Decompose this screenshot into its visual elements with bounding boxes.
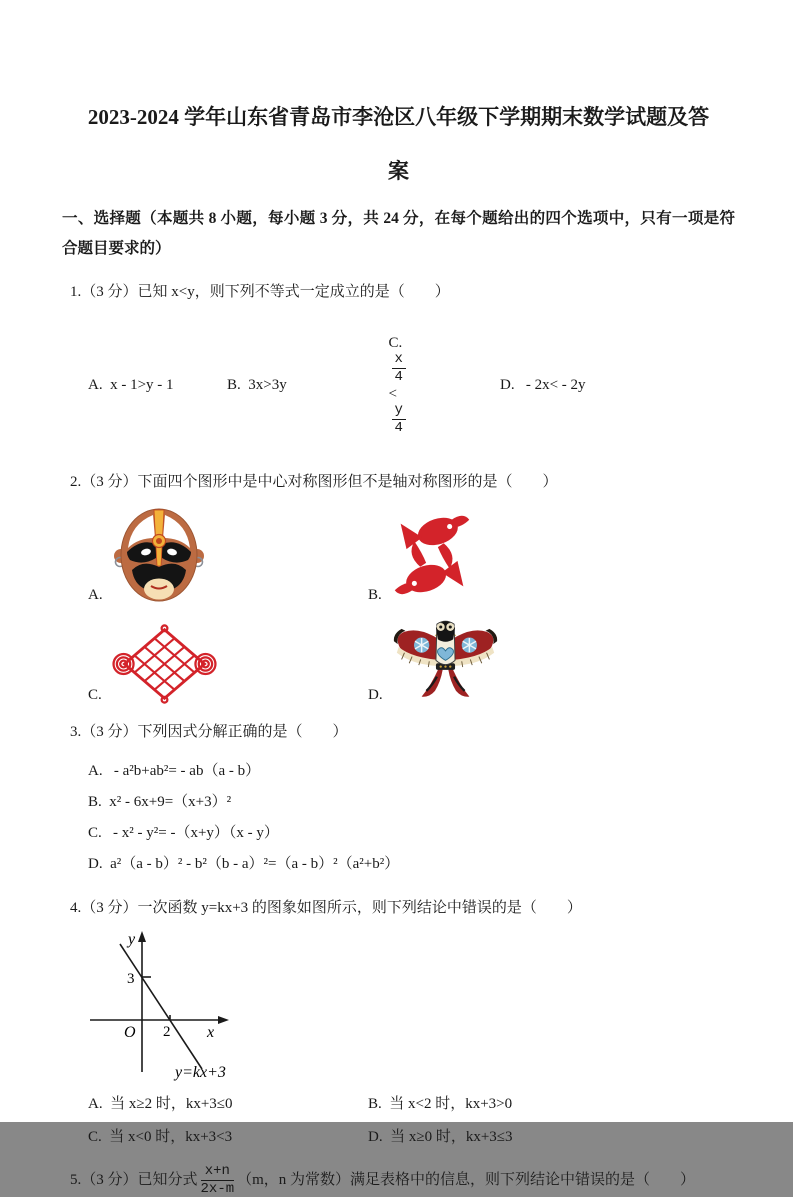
q2-figure-b xyxy=(368,506,472,604)
q5-stem-prefix: 5.（3 分）已知分式 xyxy=(70,1172,198,1189)
title-line-2: 案 xyxy=(388,159,409,183)
graph-y-intercept-label: 3 xyxy=(127,970,135,987)
question-2-stem: 2.（3 分）下面四个图形中是中心对称图形但不是轴对称图形的是（ ） xyxy=(70,473,558,490)
q5-fraction: $\frac{x+n}{2x-m}$ xyxy=(200,1162,235,1197)
page-title xyxy=(62,90,735,198)
question-4-graph xyxy=(82,930,735,1080)
question-4-options-row-1 xyxy=(88,1092,735,1113)
question-4-stem: 4.（3 分）一次函数 y=kx+3 的图象如图所示，则下列结论中错误的是（ ） xyxy=(70,899,582,916)
question-3-options xyxy=(88,756,735,880)
q2-figure-b-label: B. xyxy=(368,586,382,603)
graph-x-intercept-label: 2 xyxy=(163,1023,171,1040)
q1-option-c-relation: < xyxy=(388,385,397,402)
q1-option-c-label: C. xyxy=(388,335,403,351)
chinese-knot-image xyxy=(112,624,217,704)
swallow-bird-kite-image xyxy=(393,612,498,704)
q1-option-c xyxy=(366,318,500,454)
question-1-options xyxy=(88,318,735,454)
q3-option-a: A. - a²b+ab²= - ab（a - b） xyxy=(88,762,261,779)
q2-figure-a-label: A. xyxy=(88,586,103,603)
question-3-stem: 3.（3 分）下列因式分解正确的是（ ） xyxy=(70,723,348,740)
q1-option-a: A. x - 1>y - 1 xyxy=(88,377,174,394)
q3-option-c: C. - x² - y²= -（x+y）（x - y） xyxy=(88,824,279,841)
q4-option-c: C. 当 x<0 时，kx+3<3 xyxy=(88,1128,233,1145)
graph-origin-label: O xyxy=(124,1023,136,1041)
graph-y-axis-label: y xyxy=(128,930,136,948)
q2-figure-a xyxy=(88,504,368,604)
graph-x-axis-label: x xyxy=(207,1023,215,1041)
section-heading: 一、选择题（本题共 8 小题，每小题 3 分，共 24 分，在每个题给出的四个选项中，只有一项是符合题目要求的） xyxy=(62,210,735,257)
question-4-options-row-2 xyxy=(88,1125,735,1146)
question-5-stem xyxy=(70,1164,735,1197)
q1-option-c-fraction-1: $\frac{x}{4}$ xyxy=(392,352,406,386)
q1-option-c-fraction-2: $\frac{y}{4}$ xyxy=(392,403,406,437)
q2-figure-d-label: D. xyxy=(368,686,383,703)
graph-line-label: y=kx+3 xyxy=(175,1063,226,1081)
question-1-stem: 1.（3 分）已知 x<y，则下列不等式一定成立的是（ ） xyxy=(70,284,450,300)
q5-stem-suffix: （m，n 为常数）满足表格中的信息，则下列结论中错误的是（ ） xyxy=(237,1172,696,1189)
question-2-figures-row-1 xyxy=(88,504,735,604)
papercut-double-fish-image xyxy=(392,506,472,604)
q4-option-a: A. 当 x≥2 时，kx+3≤0 xyxy=(88,1095,233,1112)
q2-figure-c-label: C. xyxy=(88,686,102,703)
q3-option-b: B. x² - 6x+9=（x+3）² xyxy=(88,793,232,810)
q2-figure-d xyxy=(368,612,498,704)
jing-opera-mask-image xyxy=(113,504,205,604)
q4-option-d: D. 当 x≥0 时，kx+3≤3 xyxy=(368,1128,513,1145)
q4-option-b: B. 当 x<2 时，kx+3>0 xyxy=(368,1095,513,1112)
q3-option-d: D. a²（a - b）² - b²（b - a）²=（a - b）²（a²+b²） xyxy=(88,855,400,872)
q1-option-b: B. 3x>3y xyxy=(227,377,287,394)
title-line-1: 2023-2024 学年山东省青岛市李沧区八年级下学期期末数学试题及答 xyxy=(87,105,710,129)
q1-option-d: D. - 2x< - 2y xyxy=(500,377,586,394)
linear-function-graph xyxy=(82,930,322,1080)
q2-figure-c xyxy=(88,624,368,704)
question-2-figures-row-2 xyxy=(88,612,735,704)
